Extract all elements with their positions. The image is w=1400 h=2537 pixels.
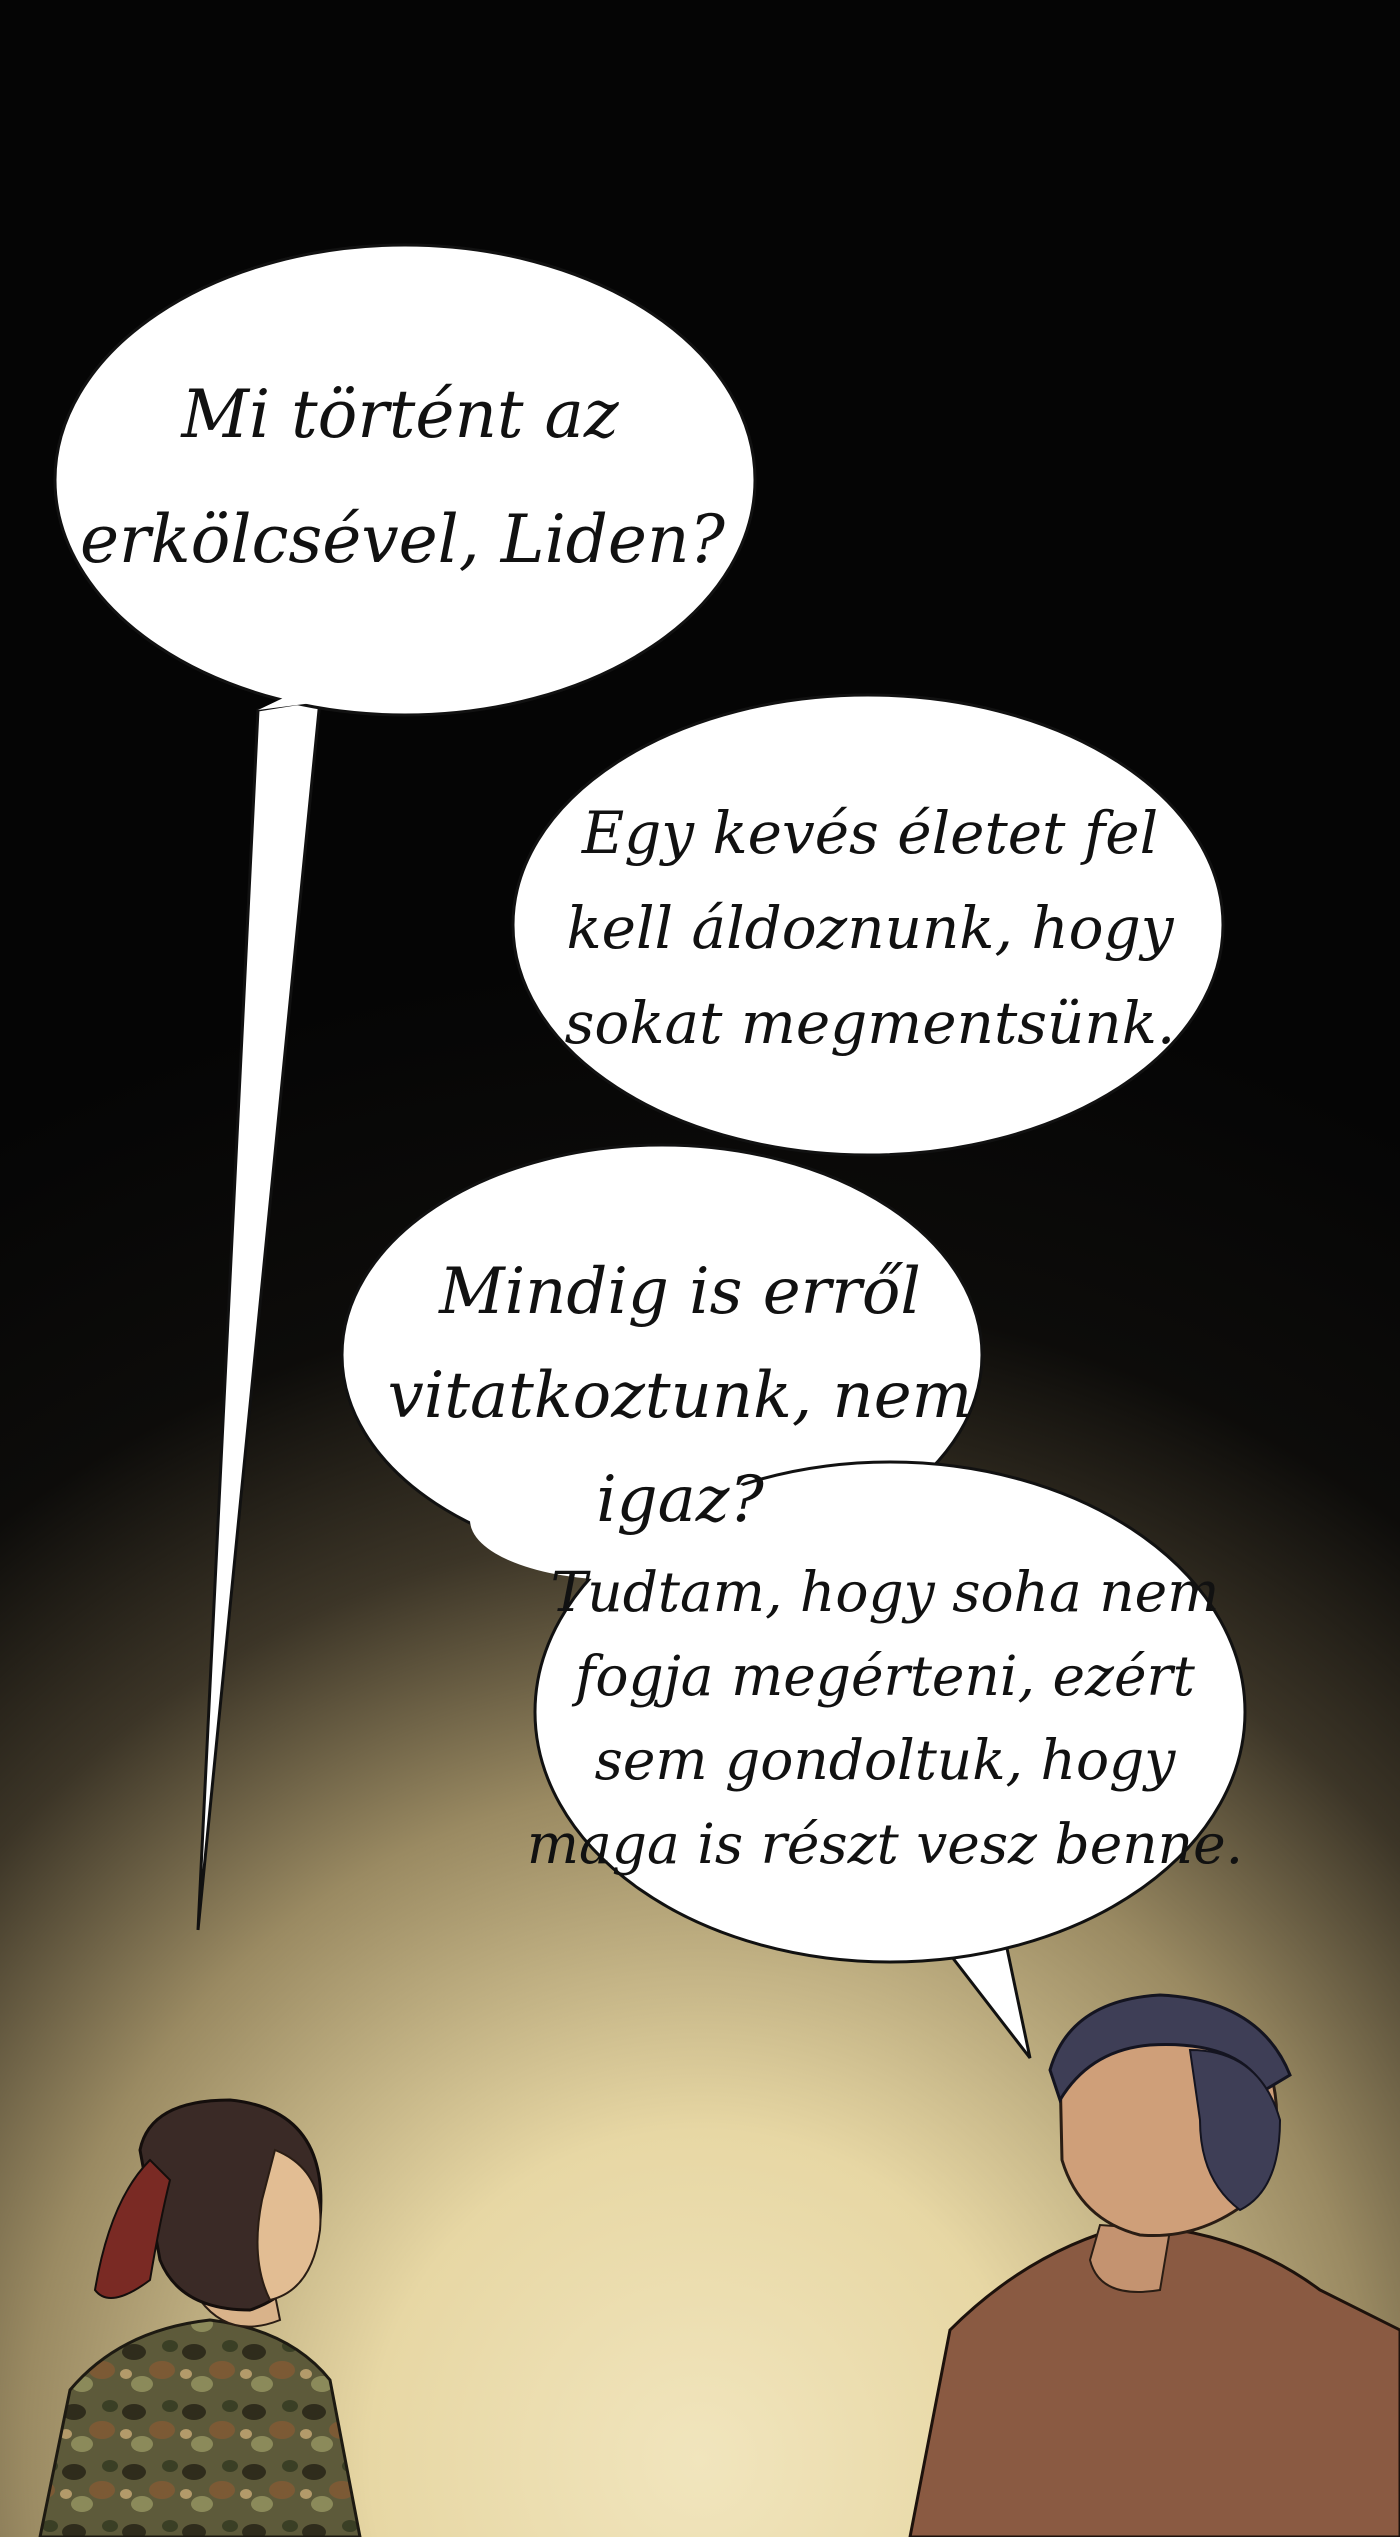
bubble-2-line: kell áldoznunk, hogy — [566, 894, 1174, 962]
bubble-1-line: erkölcsével, Liden? — [80, 501, 725, 578]
bubble-4-line: fogja megérteni, ezért — [575, 1644, 1195, 1708]
bubble-4-text — [515, 1550, 1255, 1886]
bubble-3-line: Mindig is erről — [439, 1255, 921, 1329]
bubble-4-line: Tudtam, hogy soha nem — [550, 1560, 1220, 1624]
bubble-1-line: Mi történt az — [181, 376, 619, 453]
bubble-2-line: sokat megmentsünk. — [564, 989, 1176, 1057]
bubble-3-line: vitatkoztunk, nem — [387, 1359, 973, 1433]
bubble-4-line: sem gondoltuk, hogy — [594, 1728, 1176, 1792]
bubble-3-line: igaz? — [596, 1463, 764, 1537]
bubble-2-text — [520, 786, 1220, 1071]
bubble-2-line: Egy kevés életet fel — [581, 799, 1159, 867]
bubble-1-text — [80, 352, 725, 602]
bubble-3-text — [320, 1240, 1040, 1552]
bubble-4-line: maga is részt vesz benne. — [526, 1812, 1244, 1876]
